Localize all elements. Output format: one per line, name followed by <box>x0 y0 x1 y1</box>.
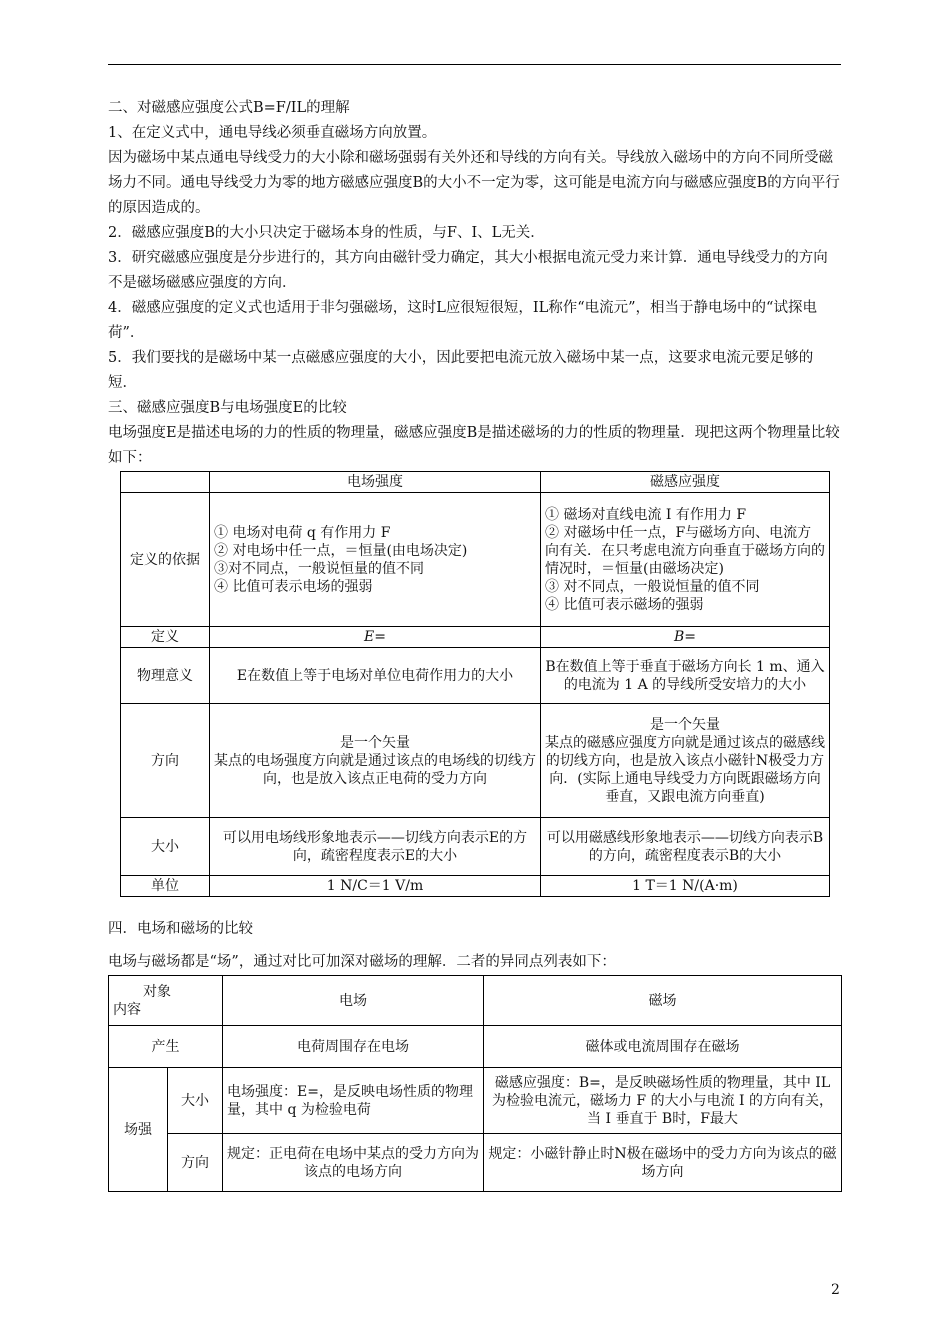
col-header-e: 电场强度 <box>210 472 541 493</box>
col-header-magnetic: 磁场 <box>484 976 842 1026</box>
basis-e-3: ③对不同点，一般说恒量的值不同 <box>214 560 424 577</box>
section3-heading: 三、磁感应强度B与电场强度E的比较 <box>108 400 347 416</box>
section2-p6: 5．我们要找的是磁场中某一点磁感应强度的大小，因此要把电流元放入磁场中某一点，这要求电流元要足够的短． <box>108 350 814 391</box>
section2-heading: 二、对磁感应强度公式B=F/IL的理解 <box>108 100 350 116</box>
section4-intro: 电场与磁场都是“场”，通过对比可加深对磁场的理解．二者的异同点列表如下： <box>108 954 616 970</box>
basis-e-4: ④ 比值可表示电场的强弱 <box>214 578 373 595</box>
basis-e-2: ② 对电场中任一点，＝恒量(由电场决定) <box>214 542 468 559</box>
section2-p3: 2．磁感应强度B的大小只决定于磁场本身的性质，与F、I、L无关． <box>108 225 545 241</box>
row-label-size: 大小 <box>168 1068 223 1134</box>
dir-electric: 规定：正电荷在电场中某点的受力方向为该点的电场方向 <box>223 1134 484 1192</box>
basis-e-1: ① 电场对电荷 q 有作用力 F <box>214 524 391 541</box>
section2-p1: 1、在定义式中，通电导线必须垂直磁场方向放置。 <box>108 125 437 141</box>
direction-b-1: 是一个矢量 <box>650 716 720 733</box>
magnitude-b: 可以用磁感线形象地表示——切线方向表示B的方向，疏密程度表示B的大小 <box>541 818 830 876</box>
origin-electric: 电荷周围存在电场 <box>223 1026 484 1068</box>
basis-b-3: ③ 对不同点，一般说恒量的值不同 <box>545 578 760 595</box>
basis-b-2: ② 对磁场中任一点，F与磁场方向、电流方向有关．在只考虑电流方向垂直于磁场方向的情况时，＝恒量(由磁场决定) <box>545 524 825 577</box>
section2-p2: 因为磁场中某点通电导线受力的大小除和磁场强弱有关外还和导线的方向有关。导线放入磁场中的方向不同所受磁场力不同。通电导线受力为零的地方磁感应强度B的大小不一定为零，这可能是电流方向与磁感应强度B的方向平行的原因造成的。 <box>108 150 840 216</box>
magnitude-e: 可以用电场线形象地表示——切线方向表示E的方向，疏密程度表示E的大小 <box>210 818 541 876</box>
row-label-basis: 定义的依据 <box>121 493 210 627</box>
meaning-e: E在数值上等于电场对单位电荷作用力的大小 <box>210 648 541 704</box>
direction-e <box>210 704 541 818</box>
direction-e-1: 是一个矢量 <box>340 734 410 751</box>
section2-p5: 4．磁感应强度的定义式也适用于非匀强磁场，这时L应很短很短，IL称作“电流元”，相当于静电场中的“试探电荷”． <box>108 300 817 341</box>
dir-magnetic: 规定：小磁针静止时N极在磁场中的受力方向为该点的磁场方向 <box>484 1134 842 1192</box>
definition-b: B= <box>541 627 830 648</box>
col-header-electric: 电场 <box>223 976 484 1026</box>
page-content <box>108 96 842 1192</box>
direction-b <box>541 704 830 818</box>
row-label-meaning: 物理意义 <box>121 648 210 704</box>
table-corner-cell <box>109 976 223 1026</box>
direction-b-2: 某点的磁感应强度方向就是通过该点的磁感线的切线方向，也是放入该点小磁针N极受力方向．(实际上通电导线受力方向既跟磁场方向垂直，又跟电流方向垂直) <box>545 734 825 805</box>
section4-heading: 四．电场和磁场的比较 <box>108 921 253 937</box>
meaning-b: B在数值上等于垂直于磁场方向长 1 m、通入的电流为 1 A 的导线所受安培力的大小 <box>541 648 830 704</box>
unit-e: 1 N/C＝1 V/m <box>210 876 541 897</box>
basis-e <box>210 493 541 627</box>
direction-e-2: 某点的电场强度方向就是通过该点的电场线的切线方向，也是放入该点正电荷的受力方向 <box>214 752 536 787</box>
basis-b <box>541 493 830 627</box>
definition-e: E= <box>210 627 541 648</box>
size-electric: 电场强度：E=，是反映电场性质的物理量，其中 q 为检验电荷 <box>223 1068 484 1134</box>
section2-p4: 3．研究磁感应强度是分步进行的，其方向由磁针受力确定，其大小根据电流元受力来计算．通电导线受力的方向不是磁场磁感应强度的方向． <box>108 250 828 291</box>
corner-content: 内容 <box>113 1001 141 1018</box>
row-label-origin: 产生 <box>109 1026 223 1068</box>
basis-b-1: ① 磁场对直线电流 I 有作用力 F <box>545 506 747 523</box>
basis-b-4: ④ 比值可表示磁场的强弱 <box>545 596 704 613</box>
row-label-definition: 定义 <box>121 627 210 648</box>
corner-object: 对象 <box>143 983 171 1000</box>
e-vs-b-table <box>120 471 830 897</box>
row-group-field-strength: 场强 <box>109 1068 168 1192</box>
header-rule <box>108 64 841 65</box>
size-magnetic: 磁感应强度：B=，是反映磁场性质的物理量，其中 IL 为检验电流元，磁场力 F 的大小与电流 I 的方向有关，当 I 垂直于 B时，F最大 <box>484 1068 842 1134</box>
section3-intro: 电场强度E是描述电场的力的性质的物理量，磁感应强度B是描述磁场的力的性质的物理量．现把这两个物理量比较如下： <box>108 425 840 466</box>
field-comparison-table <box>108 975 842 1192</box>
table-corner <box>121 472 210 493</box>
origin-magnetic: 磁体或电流周围存在磁场 <box>484 1026 842 1068</box>
row-label-magnitude: 大小 <box>121 818 210 876</box>
row-label-unit: 单位 <box>121 876 210 897</box>
row-label-direction: 方向 <box>121 704 210 818</box>
page-number: 2 <box>831 1282 840 1298</box>
row-label-dir: 方向 <box>168 1134 223 1192</box>
col-header-b: 磁感应强度 <box>541 472 830 493</box>
unit-b: 1 T＝1 N/(A·m) <box>541 876 830 897</box>
